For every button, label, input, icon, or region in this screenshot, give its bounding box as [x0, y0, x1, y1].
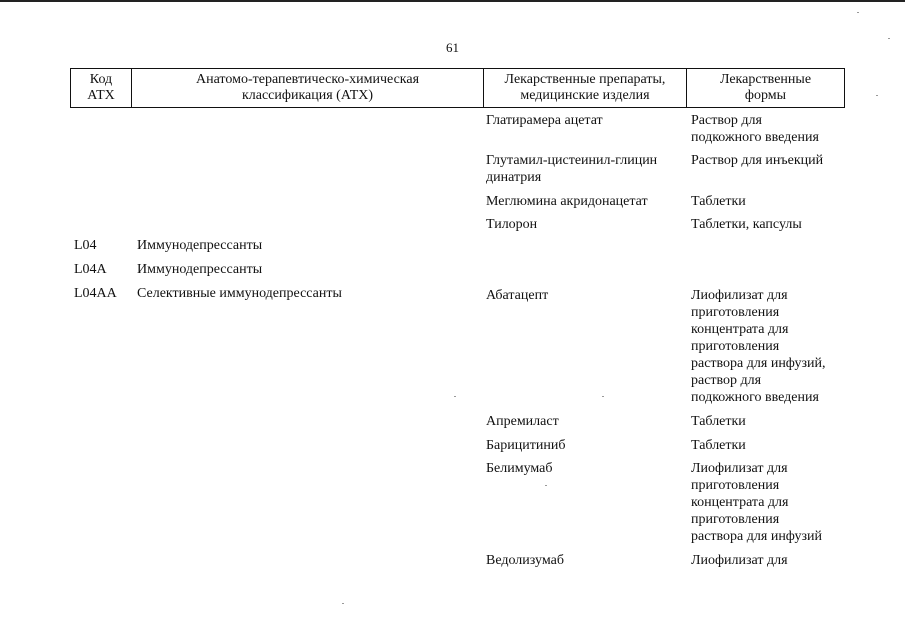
table-header [70, 68, 845, 108]
table-row-form: Таблетки [691, 194, 746, 209]
table-row-drug: Абатацепт [486, 288, 549, 303]
table-row-drug: Тилорон [486, 217, 538, 232]
table-row-drug: Глутамил-цистеинил-глицин динатрия [486, 153, 658, 185]
table-row-drug: Белимумаб [486, 461, 553, 476]
header-drugs: Лекарственные препараты, медицинские изделия [484, 69, 687, 107]
header-code-atc: Код АТХ [71, 69, 132, 107]
header-forms: Лекарственные формы [719, 72, 812, 103]
table-row-form: Таблетки [691, 414, 746, 429]
table-row-drug: Глатирамера ацетат [486, 113, 603, 128]
scan-speck [602, 396, 604, 397]
scan-speck [342, 603, 344, 604]
page-top-border [0, 0, 905, 2]
table-row-code: L04AA [74, 286, 117, 301]
scan-speck [545, 485, 547, 486]
table-row-code: L04A [74, 262, 107, 277]
table-row-form: Лиофилизат для приготовления концентрата для приготовления раствора для инфузий [691, 461, 823, 544]
scan-speck [454, 396, 456, 397]
table-row-drug: Барицитиниб [486, 438, 566, 453]
table-row-name: Иммунодепрессанты [137, 262, 263, 277]
table-row-form: Лиофилизат для [691, 553, 788, 568]
table-row-drug: Меглюмина акридонацетат [486, 194, 648, 209]
table-row-form: Раствор для инъекций [691, 153, 824, 168]
table-row-name: Селективные иммунодепрессанты [137, 286, 342, 301]
header-classification: Анатомо-терапевтическо-химическая классификация (АТХ) [132, 69, 484, 107]
scan-speck [857, 12, 859, 13]
table-row-drug: Апремиласт [486, 414, 559, 429]
table-row-drug: Ведолизумаб [486, 553, 564, 568]
table-row-code: L04 [74, 238, 97, 253]
table-row-name: Иммунодепрессанты [137, 238, 263, 253]
table-row-form: Таблетки [691, 438, 746, 453]
table-row-form: Раствор для подкожного введения [691, 113, 819, 145]
page-number: 61 [446, 40, 459, 55]
table-row-form: Таблетки, капсулы [691, 217, 802, 232]
scan-speck [888, 38, 890, 39]
scan-speck [876, 95, 878, 96]
table-row-form: Лиофилизат для приготовления концентрата для приготовления раствора для инфузий, раствор для подкожного введения [691, 288, 826, 405]
